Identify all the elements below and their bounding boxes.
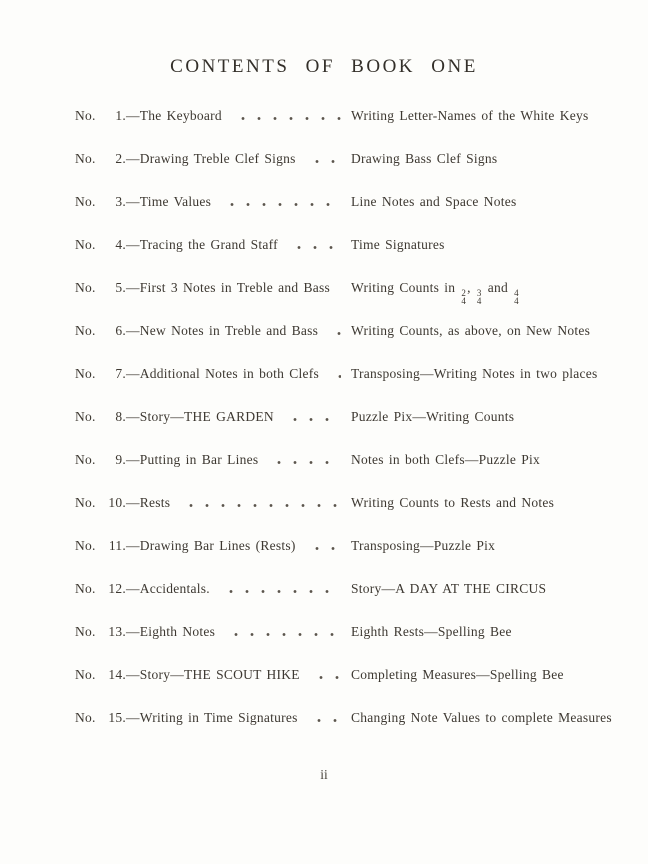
row-number: 4. — [115, 237, 126, 252]
toc-row — [75, 451, 614, 494]
row-number: 11. — [108, 538, 126, 553]
row-description: Writing Counts to Rests and Notes — [351, 495, 555, 510]
toc-row-left — [75, 451, 351, 468]
toc-row-left — [75, 408, 351, 425]
row-description: Eighth Rests—Spelling Bee — [351, 624, 512, 639]
toc-row-left — [75, 494, 351, 511]
row-title: —Additional Notes in both Clefs — [126, 366, 319, 381]
dot-leader — [307, 674, 341, 679]
toc-row — [75, 709, 614, 752]
row-no-label: No. — [75, 237, 96, 252]
dot-leader — [218, 201, 341, 206]
dot-leader — [325, 330, 341, 335]
row-description: Writing Counts, as above, on New Notes — [351, 323, 591, 338]
page-title: CONTENTS OF BOOK ONE — [170, 56, 478, 77]
toc-row-left — [75, 623, 351, 640]
row-number: 5. — [115, 280, 126, 295]
toc-row — [75, 494, 614, 537]
dot-leader — [337, 287, 343, 292]
dot-leader — [229, 115, 341, 120]
toc-row — [75, 580, 614, 623]
row-number: 2. — [115, 151, 126, 166]
row-no-label: No. — [75, 366, 96, 381]
toc-rows — [75, 107, 614, 752]
row-title: —Story—THE SCOUT HIKE — [126, 667, 300, 682]
row-no-label: No. — [75, 409, 96, 424]
toc-row — [75, 322, 614, 365]
row-description: Transposing—Writing Notes in two places — [351, 366, 598, 381]
toc-row — [75, 279, 614, 322]
dot-leader — [265, 459, 341, 464]
toc-row — [75, 537, 614, 580]
row-no-label: No. — [75, 624, 96, 639]
toc-row-left — [75, 150, 351, 167]
row-description: Line Notes and Space Notes — [351, 194, 517, 209]
dot-leader — [177, 502, 341, 507]
row-title: —Drawing Treble Clef Signs — [126, 151, 296, 166]
row-description: Drawing Bass Clef Signs — [351, 151, 498, 166]
toc-row-left — [75, 580, 351, 597]
dot-leader — [217, 588, 341, 593]
row-description: Changing Note Values to complete Measures — [351, 710, 612, 725]
row-no-label: No. — [75, 452, 96, 467]
row-title: —The Keyboard — [126, 108, 222, 123]
toc-row — [75, 107, 614, 150]
toc-row-left — [75, 365, 351, 382]
row-title: —Drawing Bar Lines (Rests) — [126, 538, 296, 553]
dot-leader — [303, 545, 341, 550]
row-no-label: No. — [75, 538, 96, 553]
dot-leader — [285, 244, 341, 249]
row-no-label: No. — [75, 108, 96, 123]
row-title: —First 3 Notes in Treble and Bass — [126, 280, 331, 295]
row-number: 1. — [115, 108, 126, 123]
dot-leader — [305, 717, 341, 722]
toc-row — [75, 365, 614, 408]
row-title: —New Notes in Treble and Bass — [126, 323, 319, 338]
row-no-label: No. — [75, 710, 96, 725]
row-description: Time Signatures — [351, 237, 445, 252]
row-description: Notes in both Clefs—Puzzle Pix — [351, 452, 540, 467]
row-no-label: No. — [75, 323, 96, 338]
toc-row — [75, 408, 614, 451]
row-description: Transposing—Puzzle Pix — [351, 538, 496, 553]
dot-leader — [303, 158, 341, 163]
row-title: —Time Values — [126, 194, 212, 209]
row-title: —Tracing the Grand Staff — [126, 237, 278, 252]
row-no-label: No. — [75, 194, 96, 209]
row-description: Story—A DAY AT THE CIRCUS — [351, 581, 547, 596]
row-number: 3. — [115, 194, 126, 209]
row-no-label: No. — [75, 667, 96, 682]
row-number: 13. — [108, 624, 126, 639]
row-no-label: No. — [75, 280, 96, 295]
toc-row-left — [75, 322, 351, 339]
toc-row-left — [75, 666, 351, 683]
row-title: —Writing in Time Signatures — [126, 710, 298, 725]
time-signature-fraction: 4 4 — [514, 288, 519, 306]
dot-leader — [281, 416, 341, 421]
toc-row — [75, 666, 614, 709]
toc-row-left — [75, 107, 351, 124]
page-number: ii — [320, 767, 328, 782]
row-number: 14. — [108, 667, 126, 682]
row-description: Writing Letter-Names of the White Keys — [351, 108, 589, 123]
toc-row-left — [75, 537, 351, 554]
time-signature-fraction: 3 4 — [476, 288, 482, 306]
row-number: 7. — [115, 366, 126, 381]
row-number: 8. — [115, 409, 126, 424]
row-title: —Story—THE GARDEN — [126, 409, 274, 424]
row-title: —Rests — [126, 495, 171, 510]
toc-row — [75, 193, 614, 236]
row-description: Writing Counts in 2 4 , 3 4 and 4 4 — [351, 280, 519, 306]
row-title: —Eighth Notes — [126, 624, 216, 639]
toc-row — [75, 236, 614, 279]
row-description: Puzzle Pix—Writing Counts — [351, 409, 515, 424]
row-number: 10. — [108, 495, 126, 510]
row-title: —Accidentals. — [126, 581, 210, 596]
time-signature-fraction: 2 4 — [461, 288, 467, 306]
toc-row — [75, 150, 614, 193]
row-description: Completing Measures—Spelling Bee — [351, 667, 564, 682]
toc-row-left — [75, 236, 351, 253]
row-no-label: No. — [75, 581, 96, 596]
toc-row-left — [75, 279, 351, 296]
row-title: —Putting in Bar Lines — [126, 452, 259, 467]
dot-leader — [326, 373, 341, 378]
row-no-label: No. — [75, 151, 96, 166]
row-number: 12. — [108, 581, 126, 596]
row-number: 15. — [108, 710, 126, 725]
row-no-label: No. — [75, 495, 96, 510]
toc-row-left — [75, 193, 351, 210]
dot-leader — [222, 631, 341, 636]
toc-row — [75, 623, 614, 666]
row-number: 6. — [115, 323, 126, 338]
toc-row-left — [75, 709, 351, 726]
row-number: 9. — [115, 452, 126, 467]
